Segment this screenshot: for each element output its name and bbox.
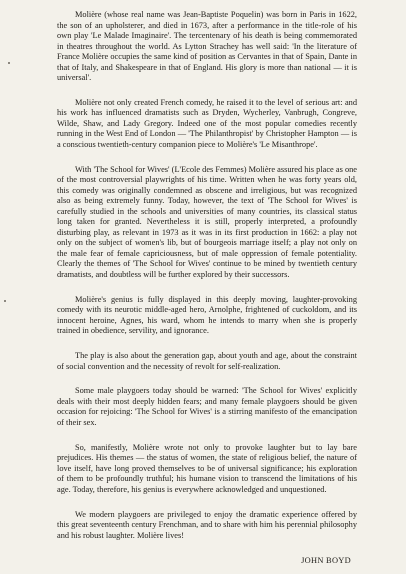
- paragraph-school-for-wives: With 'The School for Wives' (L'Ecole des Femmes) Molière assured his place as one of the most controversial playwrights of his time. Written when he was forty years old, this comedy was originally condemned as obscene and irreligious, but was recognized also as being extremely funny. Today, however, the text of 'The School for Wives' is carefully studied in the schools and universities of many countries, its classical status long taken for granted. Nevertheless it is still, properly interpreted, a profoundly disturbing play, as relevant in 1973 as it was in its first production in 1662: a play not only on the subject of women's lib, but of bourgeois marriage itself; a play not only on the male fear of female capriciousness, but of male oppression of female potentiality. Clearly the themes of 'The School for Wives' continue to be mined by twentieth century dramatists, and doubtless will be further explored by their successors.: [57, 164, 357, 279]
- paragraph-biography: Molière (whose real name was Jean-Baptiste Poquelin) was born in Paris in 1622, the son of an upholsterer, and died in 1673, after a performance in the title-role of his own play 'Le Malade Imaginaire'. The tercentenary of his death is being commemorated in theatres throughout the world. As Lytton Strachey has well said: 'In the literature of France Molière occupies the same kind of position as Cervantes in that of Spain, Dante in that of Italy, and Shakespeare in that of England. His glory is more than national — it is universal'.: [57, 10, 357, 82]
- paragraph-genius: Molière's genius is fully displayed in this deeply moving, laughter-provoking comedy with its neurotic middle-aged hero, Arnolphe, frightened of cuckoldom, and its innocent heroine, Agnes, his ward, whom he intends to marry when she is properly trained in obedience, servility, and ignorance.: [57, 294, 357, 336]
- author-signature: JOHN BOYD: [301, 555, 351, 565]
- essay-page: [57, 10, 357, 566]
- paragraph-influence: Molière not only created French comedy, he raised it to the level of serious art: and his work has influenced dramatists such as Dryden, Wycherley, Vanbrugh, Congreve, Wilde, Shaw, and Lady Gregory. Indeed one of the most popular comedies recently running in the West End of London — 'The Philanthropist' by Christopher Hampton — is a conscious twentieth-century companion piece to Molière's 'Le Misanthrope'.: [57, 97, 357, 149]
- margin-speck: [4, 300, 6, 302]
- paragraph-conclusion: We modern playgoers are privileged to enjoy the dramatic experience offered by this great seventeenth century Frenchman, and to share with him his perennial philosophy and his robust laughter. Molière lives!: [57, 509, 357, 540]
- paragraph-playgoers: Some male playgoers today should be warned: 'The School for Wives' explicitly deals with their most deeply hidden fears; and many female playgoers should be given occasion for rejoicing: 'The School for Wives' is a stirring manifesto of the emancipation of their sex.: [57, 386, 357, 427]
- paragraph-generation-gap: The play is also about the generation gap, about youth and age, about the constraint of social convention and the necessity of revolt for self-realization.: [57, 351, 357, 371]
- paragraph-themes: So, manifestly, Molière wrote not only to provoke laughter but to lay bare prejudices. His themes — the status of women, the state of religious belief, the nature of love itself, have long proved themselves to be of universal significance; his exploration of them to be profoundly truthful; his humane vision to transcend the limitations of his age. Today, therefore, his genius is everywhere acknowledged and unquestioned.: [57, 442, 357, 494]
- margin-speck: [8, 62, 10, 64]
